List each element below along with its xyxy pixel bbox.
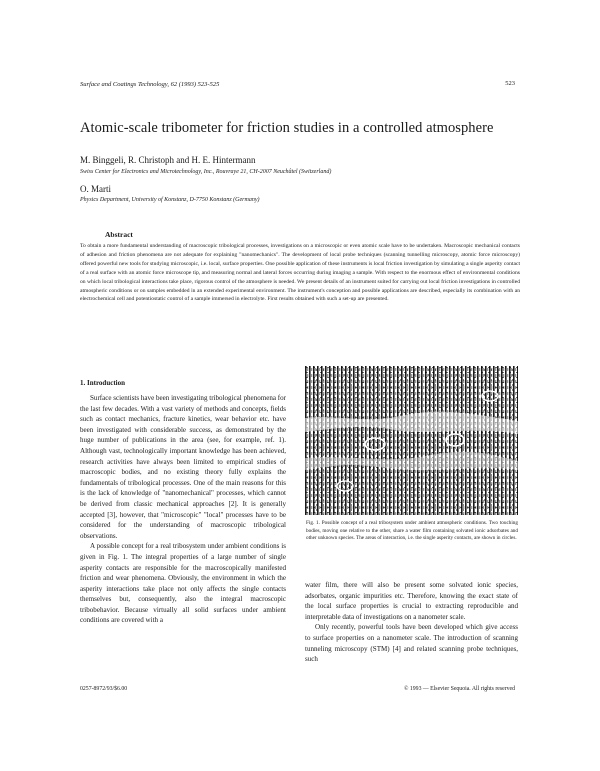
figure-1-image (305, 366, 518, 515)
abstract-text: To obtain a more fundamental understanding of macroscopic tribological processes, investigations on a microscopic or even atomic scale have to be undertaken. Macroscopic mechanical contacts of adhesion and friction phenomena are not adequate for explaining "nanomechanics". The development of local probe techniques (scanning tunnelling microscopy, atomic force microscopy) offered powerful new tools for studying microscopic, i.e. local, surface properties. One possible application of these instruments is local friction investigation by simulating a single asperity contact of a real surface with an atomic force microscope tip, and measuring normal and lateral forces occurring during imaging a sample. With respect to the enormous effect of environmental conditions on which local tribological interactions take place, rigorous control of the atmosphere is needed. We present details of an instrument suited for carrying out local friction investigations in controlled atmospheric conditions or on samples embedded in an extended experimental environment. The instrument's conception and possible applications are described, especially its combination with an electrochemical cell and potentiostatic control of a sample immersed in electrolyte. First results obtained with such a set-up are presented. (80, 243, 520, 303)
paragraph: Surface scientists have been investigating tribological phenomena for the last few decades. With a vast variety of methods and concepts, fields such as contact mechanics, fracture kinetics, wear behavior etc. have been investigated with considerable success, as demonstrated by the huge number of publications in the area (see, for example, ref. 1). Although vast, technologically important knowledge has been achieved, research activities have always been limited to empirical studies of macroscopic bodies, and no existing theory fully explains the fundamentals of tribological processes. One of the main reasons for this is the lack of knowledge of "nanomechanical" processes, which cannot be derived from classic mechanical approaches [2]. It is generally accepted [3], however, that "microscopic" "local" processes have to be considered for the understanding of macroscopic tribological observations. (80, 394, 286, 540)
page-number: 523 (505, 80, 515, 87)
affiliation-2: Physics Department, University of Konstanz, D-7750 Konstanz (Germany) (80, 197, 260, 203)
authors-group-2: O. Marti (80, 184, 111, 194)
footer-copyright: © 1993 — Elsevier Sequoia. All rights reserved (404, 686, 515, 692)
paper-title: Atomic-scale tribometer for friction studies in a controlled atmosphere (80, 120, 494, 136)
section-heading: 1. Introduction (80, 379, 125, 387)
left-column (80, 393, 286, 626)
paragraph: water film, there will also be present some solvated ionic species, adsorbates, organic impurities etc. Therefore, knowing the exact state of the local surface properties is crucial to extracting reproducible and interpretable data of investigations on a nanometer scale. (305, 581, 518, 621)
right-column (305, 580, 518, 665)
authors-group-1: M. Binggeli, R. Christoph and H. E. Hintermann (80, 155, 256, 165)
paragraph: Only recently, powerful tools have been developed which give access to surface properties on a nanometer scale. The introduction of scanning tunneling microscopy (STM) [4] and related scanning probe techniques, such (305, 623, 518, 664)
journal-reference: Surface and Coatings Technology, 62 (1993) 523-525 (80, 81, 220, 88)
affiliation-1: Swiss Center for Electronics and Microtechnology, Inc., Rouvraye 21, CH-2007 Neuchâtel (Switzerland) (80, 169, 332, 175)
paragraph: A possible concept for a real tribosystem under ambient conditions is given in Fig. 1. The integral properties of a large number of single asperity contacts are responsible for the macroscopically manifested friction and wear phenomena. Obviously, the environment in which the asperity interactions take place not only affects the single contacts themselves but, consequently, also the integral macroscopic tribobehavior. Because virtually all solid surfaces under ambient conditions are covered with a (80, 542, 286, 625)
figure-1-caption: Fig. 1. Possible concept of a real tribosystem under ambient atmospheric conditions. Two touching bodies, moving one relative to the other, share a water film containing solvated ionic adsorbates and other unknown species. The areas of interaction, i.e. the single asperity contacts, are shown in circles. (306, 520, 518, 541)
abstract-heading: Abstract (105, 230, 133, 239)
footer-issn: 0257-8972/93/$6.00 (80, 686, 128, 692)
